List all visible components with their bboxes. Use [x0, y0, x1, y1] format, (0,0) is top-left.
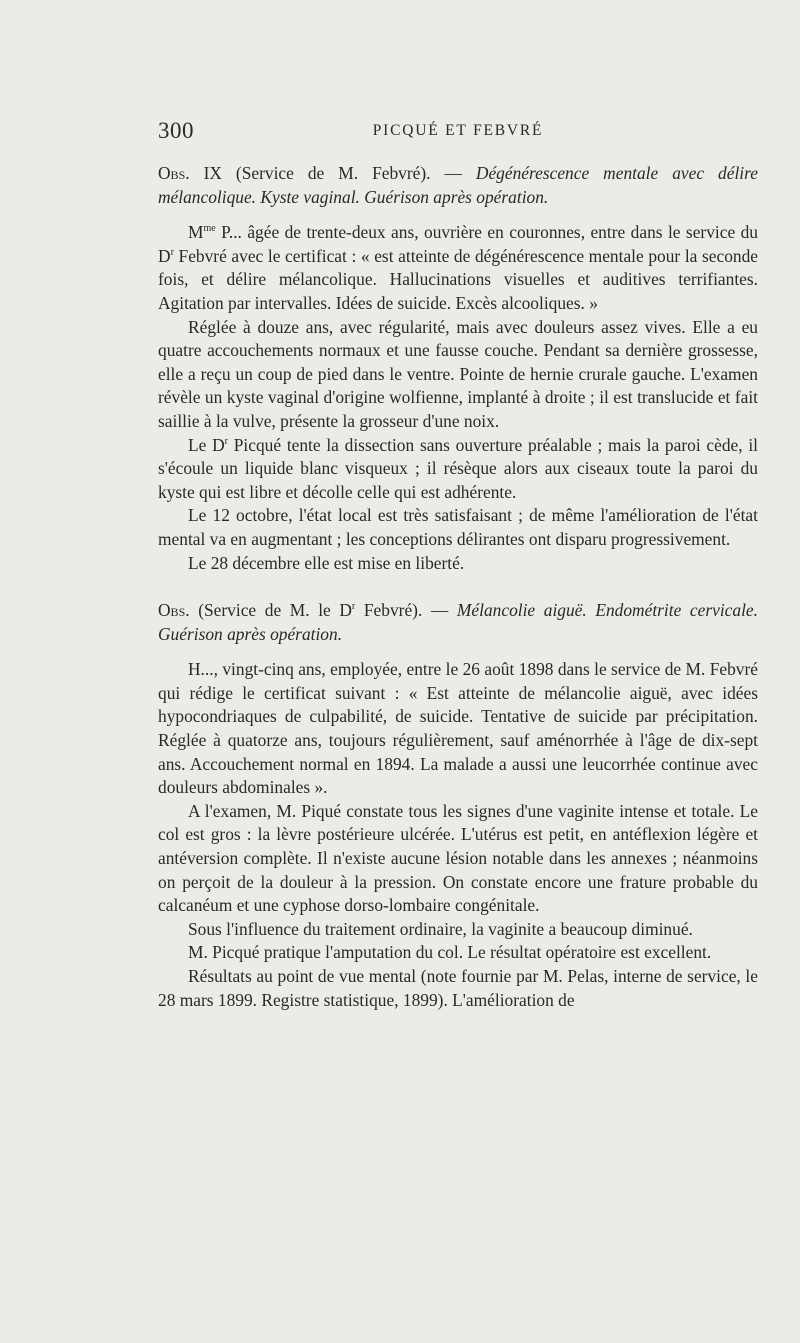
text-run: (Service de M. le D — [189, 600, 352, 621]
text-run: Picqué tente la dissection sans ouverture préalable ; mais la paroi cède, il s'écoule un liquide blanc visqueux ; il résèque alors aux ciseaux toute la paroi du kyste qui est libre et décolle celle qui est adhérente. — [158, 434, 758, 502]
observation-heading — [158, 599, 758, 646]
running-title: PICQUÉ ET FEBVRÉ — [372, 122, 544, 139]
page-body — [158, 162, 758, 1012]
text-run: P... âgée de trente-deux ans, ouvrière en couronnes, entre dans le service du D — [158, 222, 758, 266]
paragraph: H..., vingt-cinq ans, employée, entre le 26 août 1898 dans le service de M. Febvré qui rédige le certificat suivant : « Est atteinte de mélancolie aiguë, avec idées hypocondriaques de culpabilité, de suicide. Tentative de suicide par précipitation. Réglée à quatorze ans, toujours régulièrement, sauf aménorrhée à l'âge de dix-sept ans. Accouchement normal en 1894. La malade a aussi une leucorrhée continue avec douleurs abdominales ». — [158, 659, 758, 798]
page-number: 300 — [158, 118, 194, 143]
superscript: r — [351, 601, 356, 613]
paragraph: M. Picqué pratique l'amputation du col. Le résultat opératoire est excellent. — [188, 942, 712, 963]
text-run: M — [188, 222, 204, 243]
observation-title: Dégénérescence mentale avec délire mélancolique. Kyste vaginal. Guérison après opération. — [158, 163, 758, 207]
paragraph: Le 12 octobre, l'état local est très satisfaisant ; de même l'amélioration de l'état mental va en augmentant ; les conceptions délirantes ont disparu progressivement. — [158, 505, 758, 549]
observation-title: Mélancolie aiguë. Endométrite cervicale. Guérison après opération. — [158, 600, 758, 644]
paragraph — [158, 434, 758, 505]
text-run: Febvré avec le certificat : « est atteinte de dégénérescence mentale pour la seconde fois, et délire mélancolique. Hallucinations visuelles et auditives terrifiantes. Agitation par intervalles. Idées de suicide. Excès alcooliques. » — [158, 245, 758, 313]
observation-label: Obs. — [158, 600, 190, 621]
text-run: Le D — [188, 434, 225, 455]
paragraph: Réglée à douze ans, avec régularité, mais avec douleurs assez vives. Elle a eu quatre accouchements normaux et une fausse couche. Pendant sa dernière grossesse, elle a reçu un coup de pied dans le ventre. Pointe de hernie crurale gauche. L'examen révèle un kyste vaginal d'origine wolfienne, implanté à droite ; il est translucide et fait saillie à la vulve, présente la grosseur d'une noix. — [158, 316, 758, 431]
superscript: me — [203, 223, 216, 235]
superscript: r — [170, 246, 174, 258]
paragraph — [158, 221, 758, 315]
observation-intro: IX (Service de M. Febvré). — — [189, 163, 476, 183]
observation-label: Obs. — [158, 163, 190, 183]
paragraph: A l'examen, M. Piqué constate tous les signes d'une vaginite intense et totale. Le col est gros : la lèvre postérieure ulcérée. L'utérus est petit, en antéflexion légère et antéversion complète. Il n'existe aucune lésion notable dans les annexes ; néanmoins on perçoit de la douleur à la pression. On constate encore une frature probable du calcanéum et une cyphose dorso-lombaire congénitale. — [158, 800, 758, 916]
text-run: Febvré). — — [355, 600, 457, 621]
observation-heading — [158, 162, 758, 209]
paragraph: Résultats au point de vue mental (note fournie par M. Pelas, interne de service, le 28 mars 1899. Registre statistique, 1899). L'amélioration de — [158, 966, 758, 1010]
paragraph: Sous l'influence du traitement ordinaire, la vaginite a beaucoup diminué. — [188, 918, 693, 939]
paragraph: Le 28 décembre elle est mise en liberté. — [188, 552, 465, 573]
superscript: r — [224, 435, 228, 447]
page-header — [158, 118, 758, 148]
